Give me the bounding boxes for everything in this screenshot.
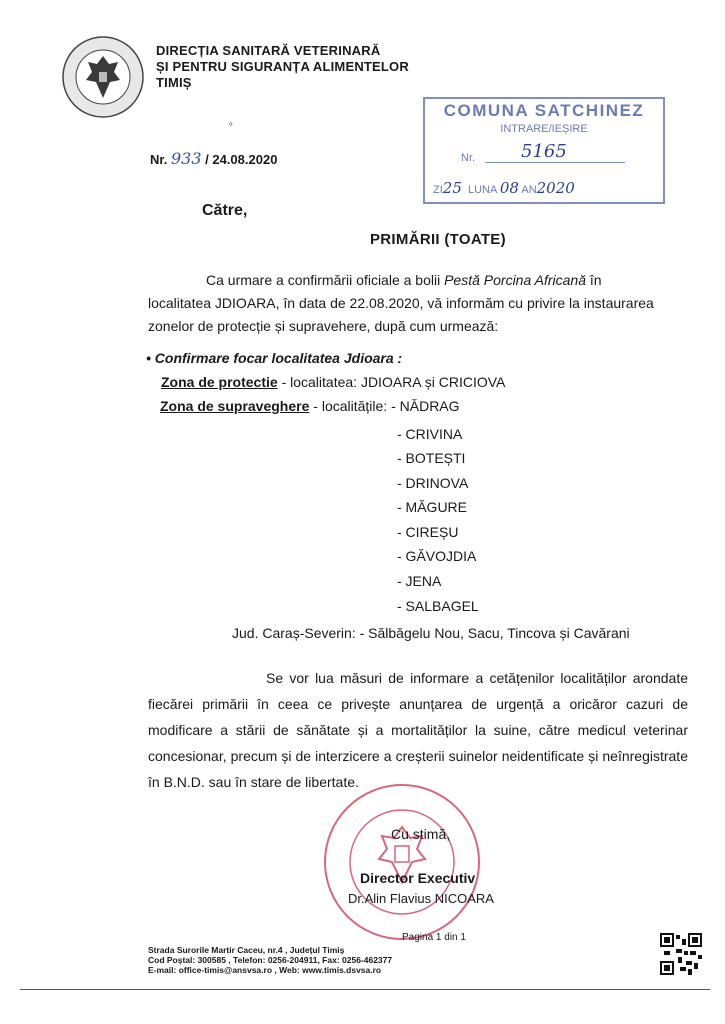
stamp-luna-value: 08 (499, 179, 519, 197)
bullet-icon: • (146, 350, 151, 366)
intro-disease: Pestă Porcina Africană (444, 272, 586, 288)
locality-item: - CIREȘU (397, 524, 459, 540)
number-value: 933 (170, 149, 202, 168)
locality-item: - MĂGURE (397, 499, 467, 515)
stamp-luna-label: LUNA (468, 184, 497, 196)
footer-contact (148, 945, 392, 975)
footer-postal-phone: Cod Poștal: 300585 , Telefon: 0256-204911, Fax: 0256-462377 (148, 955, 393, 965)
signatory-role: Director Executiv (360, 870, 476, 886)
surveillance-zone-label: Zona de supraveghere (160, 398, 310, 414)
small-mark: ⚬ (227, 119, 235, 129)
signatory-name: Dr.Alin Flavius NICOARA (348, 891, 494, 906)
intro-part-2: în localitatea JDIOARA, în data de 22.08.2020, vă informăm cu privire la instaurarea zonelor de protecție și supravehere, după cum urmează: (148, 272, 654, 334)
stamp-nr-label: Nr. (461, 152, 476, 164)
footer-address: Strada Surorile Martir Caceu, nr.4 , Județul Timiș (148, 945, 345, 955)
stamp-zi-value: 25 (442, 179, 462, 197)
focus-title-line (146, 350, 402, 366)
measures-text: Se vor lua măsuri de informare a cetățenilor localităților arondate fiecărei primării în ceea ce privește anunțarea de urgență a oricăror cazuri de modificare a stării de sănătate și a mortalităților la suine, către medicul veterinar concesionar, precum și de interzicere a creșterii suinelor neidentificate și neînregistrate în B.N.D. sau în stare de libertate. (148, 670, 688, 790)
page-number: Pagina 1 din 1 (402, 932, 466, 943)
protection-zone-text: - localitatea: JDIOARA și CRICIOVA (277, 374, 506, 390)
locality-item: - JENA (397, 573, 442, 589)
county-line: Jud. Caraș-Severin: - Sălbăgelu Nou, Sacu, Tincova și Cavărani (232, 625, 630, 641)
addressee-catre: Către, (202, 202, 248, 219)
closing-salutation: Cu stimă, (391, 826, 451, 842)
locality-item: - BOTEȘTI (397, 450, 466, 466)
locality-item: - GĂVOJDIA (397, 548, 477, 564)
intro-part-1: Ca urmare a confirmării oficiale a bolii (206, 272, 445, 288)
institution-header (156, 43, 409, 91)
stamp-zi-label: ZI (433, 184, 443, 196)
surveillance-zone-line (160, 398, 460, 414)
qr-code-icon (660, 933, 702, 975)
number-prefix: Nr. (150, 152, 168, 167)
stamp-subtitle: INTRARE/IEȘIRE (500, 123, 588, 135)
header-line-3: TIMIȘ (156, 75, 192, 90)
stamp-title: COMUNA SATCHINEZ (443, 101, 645, 120)
stamp-an-label: AN (521, 184, 537, 196)
header-line-2: ȘI PENTRU SIGURANȚA ALIMENTELOR (156, 59, 409, 74)
locality-item: - DRINOVA (397, 475, 469, 491)
stamp-nr-value: 5165 (521, 141, 567, 162)
surveillance-zone-text: - localitățile: - NĂDRAG (309, 398, 460, 414)
official-red-stamp-icon (322, 782, 482, 942)
stamp-divider (485, 162, 625, 163)
government-seal-icon (62, 36, 144, 118)
registry-stamp (423, 97, 665, 204)
protection-zone-line (161, 374, 505, 390)
stamp-an-value: 2020 (536, 179, 575, 197)
measures-paragraph (148, 665, 688, 795)
focus-title: Confirmare focar localitatea Jdioara : (154, 350, 403, 366)
header-line-1: DIRECȚIA SANITARĂ VETERINARĂ (156, 43, 381, 58)
intro-paragraph (148, 269, 668, 338)
locality-item: - SALBAGEL (397, 598, 479, 614)
stamp-date-row (433, 179, 575, 197)
document-number (150, 149, 277, 168)
addressee-primarii: PRIMĂRII (TOATE) (370, 231, 506, 248)
number-date: / 24.08.2020 (205, 152, 278, 167)
footer-email-web: E-mail: office-timis@ansvsa.ro , Web: www.timis.dsvsa.ro (148, 965, 382, 975)
footer-divider (20, 989, 710, 990)
protection-zone-label: Zona de protectie (161, 374, 278, 390)
locality-item: - CRIVINA (397, 426, 463, 442)
